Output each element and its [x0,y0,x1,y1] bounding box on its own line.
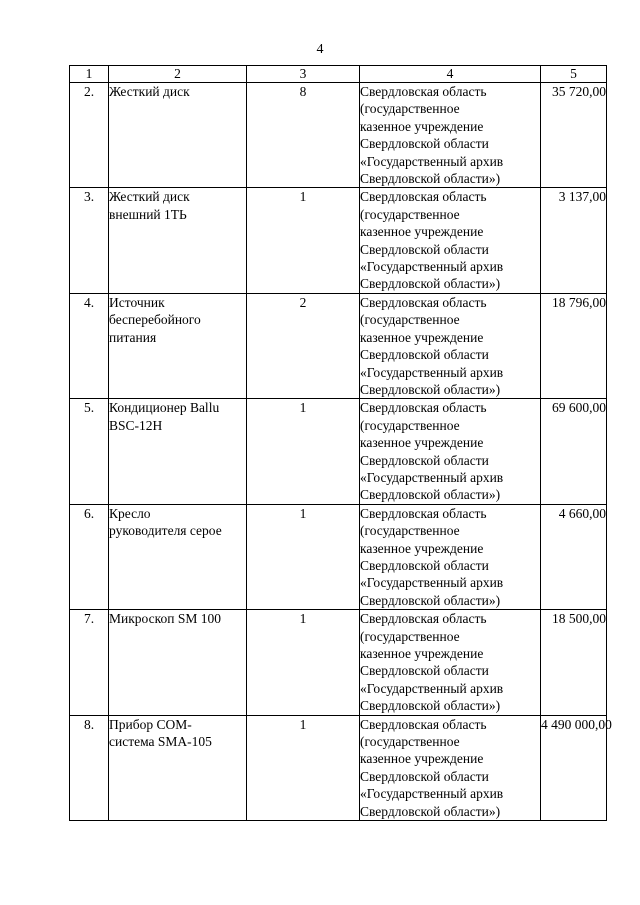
item-cost: 4 660,00 [541,504,607,609]
row-number: 2. [70,83,109,188]
item-name-line: Источник [109,294,165,310]
header-cell-4: 4 [360,66,541,83]
table-header-row [70,66,607,83]
item-recipient [360,293,541,398]
item-recipient-line: Свердловской области») [360,171,501,187]
item-cost: 18 796,00 [541,293,607,398]
row-number: 8. [70,715,109,820]
item-recipient-line: Свердловской области») [360,592,501,608]
item-quantity: 1 [247,610,360,715]
row-number: 4. [70,293,109,398]
item-recipient-line: Свердловской области [360,557,489,573]
item-quantity: 1 [247,504,360,609]
equipment-table [69,65,612,821]
header-cell-1: 1 [70,66,109,83]
item-recipient-line: (государственное [360,523,460,539]
item-recipient-line: казенное учреждение [360,540,484,556]
item-name-line: Микроскоп SM 100 [109,611,221,627]
item-recipient [360,399,541,504]
table-row [70,83,607,188]
item-quantity: 1 [247,188,360,293]
item-cost: 18 500,00 [541,610,607,715]
table-row [70,610,607,715]
item-name-line: руководителя серое [109,523,222,539]
table-row [70,504,607,609]
item-recipient-line: «Государственный архив [360,786,504,802]
item-name [109,610,247,715]
item-recipient-line: казенное учреждение [360,646,484,661]
item-recipient-line: Свердловская область [360,84,487,99]
item-recipient-line: «Государственный архив [360,364,504,380]
item-cost: 69 600,00 [541,399,607,504]
header-cell-3: 3 [247,66,360,83]
item-recipient-line: «Государственный архив [360,153,504,169]
item-recipient-line: (государственное [360,628,460,644]
item-recipient-line: казенное учреждение [360,329,484,345]
item-name-line: бесперебойного [109,312,201,328]
item-recipient-line: (государственное [360,101,460,117]
item-recipient-line: «Государственный архив [360,259,504,275]
header-cell-5: 5 [541,66,607,83]
item-recipient-line: Свердловской области») [360,803,501,819]
item-name-line: BSC-12H [109,417,163,433]
item-recipient-line: (государственное [360,417,460,433]
item-recipient [360,188,541,293]
item-recipient [360,83,541,188]
item-quantity: 1 [247,399,360,504]
item-name-line: Кондиционер Ballu [109,400,220,416]
item-recipient [360,715,541,820]
row-number: 3. [70,188,109,293]
item-recipient-line: казенное учреждение [360,224,484,240]
item-name-line: Жесткий диск [109,84,190,99]
table-row [70,188,607,293]
item-recipient [360,610,541,715]
item-name [109,293,247,398]
item-recipient-line: Свердловской области [360,663,489,679]
item-recipient-line: «Государственный архив [360,575,504,591]
item-recipient-line: казенное учреждение [360,751,484,767]
item-quantity: 1 [247,715,360,820]
item-recipient-line: Свердловской области [360,347,489,363]
item-recipient-line: Свердловская область [360,189,487,205]
item-recipient-line: Свердловской области») [360,381,501,397]
item-recipient-line: Свердловская область [360,611,487,627]
table-row [70,715,607,820]
row-number: 6. [70,504,109,609]
item-recipient-line: Свердловской области [360,241,489,257]
item-recipient-line: Свердловской области [360,452,489,468]
item-quantity: 8 [247,83,360,188]
table-row [70,399,607,504]
item-recipient-line: «Государственный архив [360,469,504,485]
item-name-line: система SMA-105 [109,734,212,750]
item-recipient-line: Свердловской области») [360,276,501,292]
row-number: 5. [70,399,109,504]
item-recipient-line: (государственное [360,206,460,222]
item-recipient-line: Свердловская область [360,400,487,416]
item-name [109,83,247,188]
item-name-line: внешний 1ТЬ [109,206,187,222]
item-name [109,504,247,609]
item-cost: 3 137,00 [541,188,607,293]
item-recipient-line: Свердловской области») [360,487,501,503]
item-name [109,715,247,820]
item-recipient-line: казенное учреждение [360,435,484,451]
item-recipient-line: Свердловская область [360,716,487,732]
header-cell-2: 2 [109,66,247,83]
item-name [109,399,247,504]
item-recipient-line: Свердловская область [360,505,487,521]
item-recipient-line: (государственное [360,734,460,750]
item-quantity: 2 [247,293,360,398]
item-name-line: Жесткий диск [109,189,190,205]
item-recipient-line: (государственное [360,312,460,328]
row-number: 7. [70,610,109,715]
item-recipient-line: казенное учреждение [360,118,484,134]
item-recipient-line: Свердловской области [360,136,489,152]
item-name-line: питания [109,329,157,345]
table-row [70,293,607,398]
item-name [109,188,247,293]
item-name-line: Кресло [109,505,151,521]
item-recipient-line: «Государственный архив [360,680,504,696]
item-name-line: Прибор COM- [109,716,192,732]
item-recipient-line: Свердловской области [360,768,489,784]
item-recipient [360,504,541,609]
item-recipient-line: Свердловская область [360,294,487,310]
item-cost: 35 720,00 [541,83,607,188]
item-cost: 4 490 000,00 [541,715,607,820]
page-number: 4 [316,42,324,57]
item-recipient-line: Свердловской области») [360,698,501,714]
